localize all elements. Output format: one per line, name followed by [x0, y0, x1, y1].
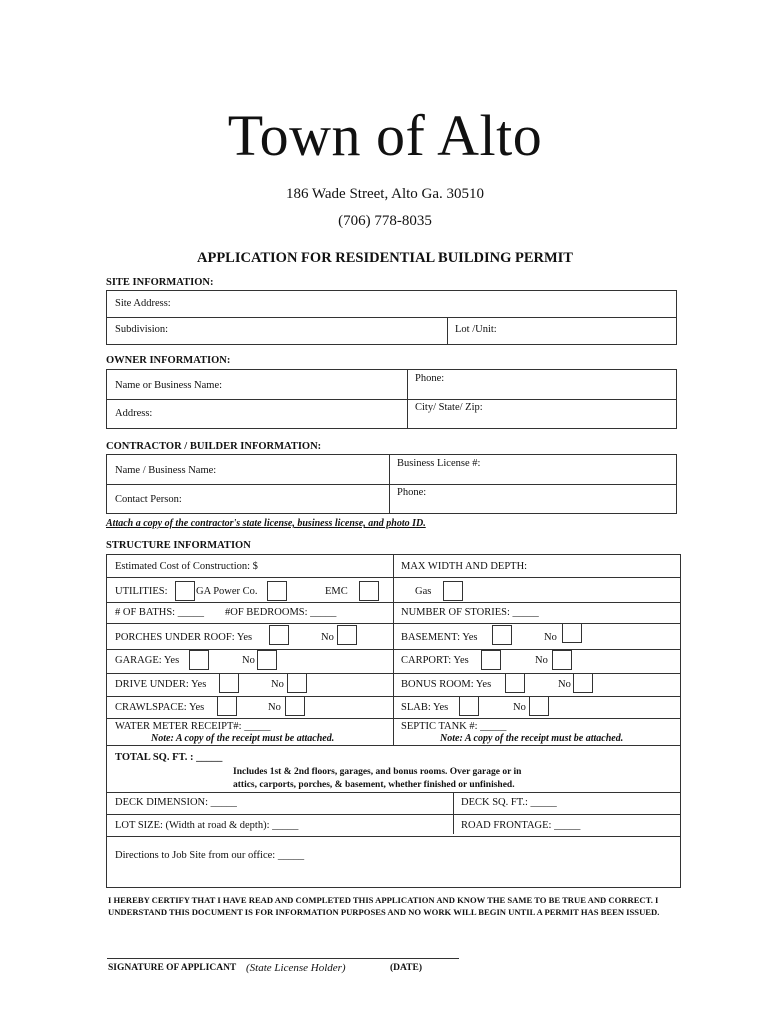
bedrooms-field[interactable]: #OF BEDROOMS: _____	[225, 607, 337, 618]
porches-yes-checkbox[interactable]	[269, 625, 289, 645]
cost-field[interactable]: Estimated Cost of Construction: $	[115, 561, 258, 572]
owner-name-field[interactable]: Name or Business Name:	[115, 380, 223, 391]
basement-yes-checkbox[interactable]	[492, 625, 512, 645]
basement-label: BASEMENT: Yes	[401, 632, 478, 643]
carport-label: CARPORT: Yes	[401, 655, 469, 666]
basement-no-checkbox[interactable]	[562, 623, 582, 643]
carport-no-checkbox[interactable]	[552, 650, 572, 670]
garage-yes-checkbox[interactable]	[189, 650, 209, 670]
bonus-room-no-checkbox[interactable]	[573, 673, 593, 693]
water-meter-note: Note: A copy of the receipt must be attached.	[151, 733, 335, 744]
certification-text: I HEREBY CERTIFY THAT I HAVE READ AND COMPLETED THIS APPLICATION AND KNOW THE SAME TO BE TRUE AND CORRECT. I UNDERSTAND THIS DOCUMENT IS FOR INFORMATION PURPOSES AND NO WORK WILL BEGIN UNTIL A PERMIT HAS BEEN ISSUED.	[108, 895, 660, 917]
drive-under-no-label: No	[271, 679, 284, 690]
garage-label: GARAGE: Yes	[115, 655, 180, 666]
ga-power-checkbox[interactable]	[175, 581, 195, 601]
crawlspace-label: CRAWLSPACE: Yes	[115, 702, 205, 713]
contractor-name-field[interactable]: Name / Business Name:	[115, 465, 217, 476]
drive-under-no-checkbox[interactable]	[287, 673, 307, 693]
carport-no-label: No	[535, 655, 548, 666]
baths-field[interactable]: # OF BATHS: _____	[115, 607, 204, 618]
form-title: APPLICATION FOR RESIDENTIAL BUILDING PERMIT	[197, 250, 573, 266]
signature-label: SIGNATURE OF APPLICANT	[108, 963, 237, 973]
owner-box	[106, 369, 677, 429]
septic-field[interactable]: SEPTIC TANK #: _____	[401, 721, 507, 732]
structure-heading: STRUCTURE INFORMATION	[106, 540, 251, 551]
structure-box	[106, 554, 681, 746]
garage-no-label: No	[242, 655, 255, 666]
owner-phone-field[interactable]: Phone:	[415, 373, 445, 384]
sqft-box	[106, 745, 681, 888]
signature-line[interactable]	[107, 958, 459, 959]
signature-hint: (State License Holder)	[246, 962, 346, 974]
bonus-room-label: BONUS ROOM: Yes	[401, 679, 492, 690]
basement-no-label: No	[544, 632, 557, 643]
utilities-label: UTILITIES:	[115, 586, 168, 597]
ga-power-label: GA Power Co.	[196, 586, 258, 597]
sqft-includes-line1: Includes 1st & 2nd floors, garages, and bonus rooms. Over garage or in	[233, 767, 522, 777]
bonus-room-no-label: No	[558, 679, 571, 690]
site-heading: SITE INFORMATION:	[106, 277, 214, 288]
drive-under-yes-checkbox[interactable]	[219, 673, 239, 693]
stories-field[interactable]: NUMBER OF STORIES: _____	[401, 607, 539, 618]
gas-label: Gas	[415, 586, 432, 597]
date-label: (DATE)	[390, 963, 423, 973]
business-license-field[interactable]: Business License #:	[397, 458, 481, 469]
water-meter-field[interactable]: WATER METER RECEIPT#: _____	[115, 721, 271, 732]
septic-note: Note: A copy of the receipt must be attached.	[440, 733, 624, 744]
lot-size-field[interactable]: LOT SIZE: (Width at road & depth): _____	[115, 820, 299, 831]
carport-yes-checkbox[interactable]	[481, 650, 501, 670]
drive-under-label: DRIVE UNDER: Yes	[115, 679, 207, 690]
contact-person-field[interactable]: Contact Person:	[115, 494, 182, 505]
crawlspace-no-label: No	[268, 702, 281, 713]
owner-heading: OWNER INFORMATION:	[106, 355, 231, 366]
crawlspace-yes-checkbox[interactable]	[217, 696, 237, 716]
bonus-room-yes-checkbox[interactable]	[505, 673, 525, 693]
max-width-field[interactable]: MAX WIDTH AND DEPTH:	[401, 561, 528, 572]
total-sqft-field[interactable]: TOTAL SQ. FT. : _____	[115, 752, 223, 763]
gas-option-checkbox[interactable]	[443, 581, 463, 601]
site-address-field[interactable]: Site Address:	[115, 298, 171, 309]
site-box	[106, 290, 677, 345]
town-phone: (706) 778-8035	[338, 213, 432, 229]
lot-unit-field[interactable]: Lot /Unit:	[455, 324, 497, 335]
owner-city-field[interactable]: City/ State/ Zip:	[415, 402, 483, 413]
town-address: 186 Wade Street, Alto Ga. 30510	[285, 186, 485, 202]
crawlspace-no-checkbox[interactable]	[285, 696, 305, 716]
porches-no-checkbox[interactable]	[337, 625, 357, 645]
porches-no-label: No	[321, 632, 334, 643]
contractor-note: Attach a copy of the contractor's state license, business license, and photo ID.	[106, 518, 426, 529]
subdivision-field[interactable]: Subdivision:	[115, 324, 169, 335]
deck-dimension-field[interactable]: DECK DIMENSION: _____	[115, 797, 237, 808]
slab-no-label: No	[513, 702, 526, 713]
slab-yes-checkbox[interactable]	[459, 696, 479, 716]
slab-label: SLAB: Yes	[401, 702, 449, 713]
road-frontage-field[interactable]: ROAD FRONTAGE: _____	[461, 820, 581, 831]
owner-address-field[interactable]: Address:	[115, 408, 153, 419]
emc-label: EMC	[325, 586, 348, 597]
emc-checkbox[interactable]	[267, 581, 287, 601]
sqft-includes-line2: attics, carports, porches, & basement, whether finished or unfinished.	[233, 780, 515, 790]
contractor-phone-field[interactable]: Phone:	[397, 487, 427, 498]
directions-field[interactable]: Directions to Job Site from our office: _____	[115, 850, 305, 861]
porches-label: PORCHES UNDER ROOF: Yes	[115, 632, 253, 643]
gas-checkbox[interactable]	[359, 581, 379, 601]
contractor-heading: CONTRACTOR / BUILDER INFORMATION:	[106, 441, 322, 452]
town-title: Town of Alto	[227, 103, 543, 168]
garage-no-checkbox[interactable]	[257, 650, 277, 670]
slab-no-checkbox[interactable]	[529, 696, 549, 716]
contractor-box	[106, 454, 677, 514]
deck-sqft-field[interactable]: DECK SQ. FT.: _____	[461, 797, 557, 808]
